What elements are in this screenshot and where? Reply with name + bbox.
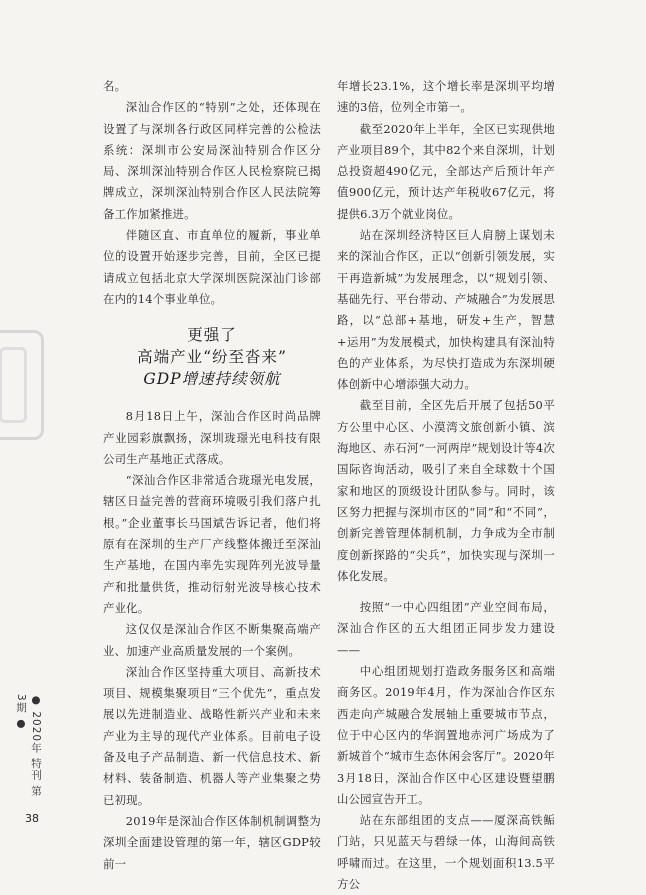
paragraph: 名。 bbox=[103, 79, 127, 93]
page-number: 38 bbox=[25, 812, 39, 825]
faded-seal-stamp bbox=[0, 330, 44, 440]
heading-line: 高端产业“纷至沓来” bbox=[137, 348, 287, 367]
heading-line: 更强了 bbox=[187, 326, 237, 345]
left-column bbox=[103, 76, 321, 875]
paragraph: 站在深圳经济特区巨人肩膀上谋划未来的深汕合作区，正以“创新引领发展，实干再造新城”为发展理念，以“规划引领、基础先行、平台带动、产城融合”为发展思路，以“总部+基地，研发+生产，智慧+运用”为发展模式，加快构建具有深汕特色的产业体系，为尽快打造成为东深圳硬体创新中心增添强大动力。 bbox=[337, 228, 555, 392]
paragraph: 深汕合作区的“特别”之处，还体现在设置了与深圳各行政区同样完善的公检法系统：深圳市公安局深汕特别合作区分局、深圳深汕特别合作区人民检察院已揭牌成立，深圳深汕特别合作区人民法院筹备工作加紧推进。 bbox=[103, 100, 321, 221]
paragraph: 按照“一中心四组团”产业空间布局，深汕合作区的五大组团正同步发力建设—— bbox=[337, 600, 555, 657]
paragraph: 中心组团规划打造政务服务区和高端商务区。2019年4月，作为深汕合作区东西走向产城融合发展轴上重要城市节点，位于中心区内的华润置地赤河广场成为了新城首个“城市生态休闲会客厅”。2020年3月18日，深汕合作区中心区建设暨望鹏山公园宣告开工。 bbox=[337, 664, 555, 806]
paragraph: 这仅仅是深汕合作区不断集聚高端产业、加速产业高质量发展的一个案例。 bbox=[103, 622, 321, 658]
paragraph: 伴随区直、市直单位的履新，事业单位的设置开始逐步完善，目前，全区已提请成立包括北京大学深圳医院深汕门诊部在内的14个事业单位。 bbox=[103, 228, 321, 306]
right-column bbox=[337, 76, 555, 895]
paragraph: 截至目前，全区先后开展了包括50平方公里中心区、小漠湾文旅创新小镇、滨海地区、赤石河“一河两岸”规划设计等4次国际咨询活动，吸引了来自全球数十个国家和地区的顶级设计团队参与。同时，该区努力把握与深圳市区的“同”和“不同”，创新完善管理体制机制，力争成为全市制度创新探路的“尖兵”，加快实现与深圳一体化发展。 bbox=[337, 398, 555, 583]
issue-label: ● 2020年 特刊 第3期 ● bbox=[15, 694, 42, 797]
paragraph: 站在东部组团的支点——厦深高铁鲘门站，只见蓝天与碧绿一体，山海间高铁呼啸而过。在这里，一个规划面积13.5平方公 bbox=[337, 813, 555, 891]
paragraph: 2019年是深汕合作区体制机制调整为深圳全面建设管理的第一年，辖区GDP较前一 bbox=[103, 813, 321, 871]
paragraph: “深汕合作区非常适合珑璟光电发展，辖区日益完善的营商环境吸引我们落户扎根。”企业董事长马国斌告诉记者，他们将原有在深圳的生产厂产线整体搬迁至深汕生产基地，在国内率先实现阵列光波导量产和批量供货，推动衍射光波导核心技术产业化。 bbox=[103, 473, 321, 615]
paragraph: 年增长23.1%，这个增长率是深圳平均增速的3倍，位列全市第一。 bbox=[337, 79, 555, 115]
heading-line: GDP增速持续领航 bbox=[143, 370, 281, 389]
paragraph-spacer bbox=[337, 587, 555, 597]
paragraph: 截至2020年上半年，全区已实现供地产业项目89个，其中82个来自深圳，计划总投资超490亿元，全部达产后预计年产值900亿元，预计达产年税收67亿元，将提供6.3万个就业岗位。 bbox=[337, 121, 555, 221]
section-heading bbox=[103, 324, 321, 390]
paragraph: 8月18日上午，深汕合作区时尚品牌产业园彩旗飘扬，深圳珑璟光电科技有限公司生产基地正式落成。 bbox=[103, 409, 321, 466]
paragraph: 深汕合作区坚持重大项目、高新技术项目、规模集聚项目“三个优先”，重点发展以先进制造业、战略性新兴产业和未来产业为主导的现代产业体系。目前电子设备及电子产品制造、新一代信息技术、新材料、装备制造、机器人等产业集聚之势已初现。 bbox=[103, 664, 321, 807]
